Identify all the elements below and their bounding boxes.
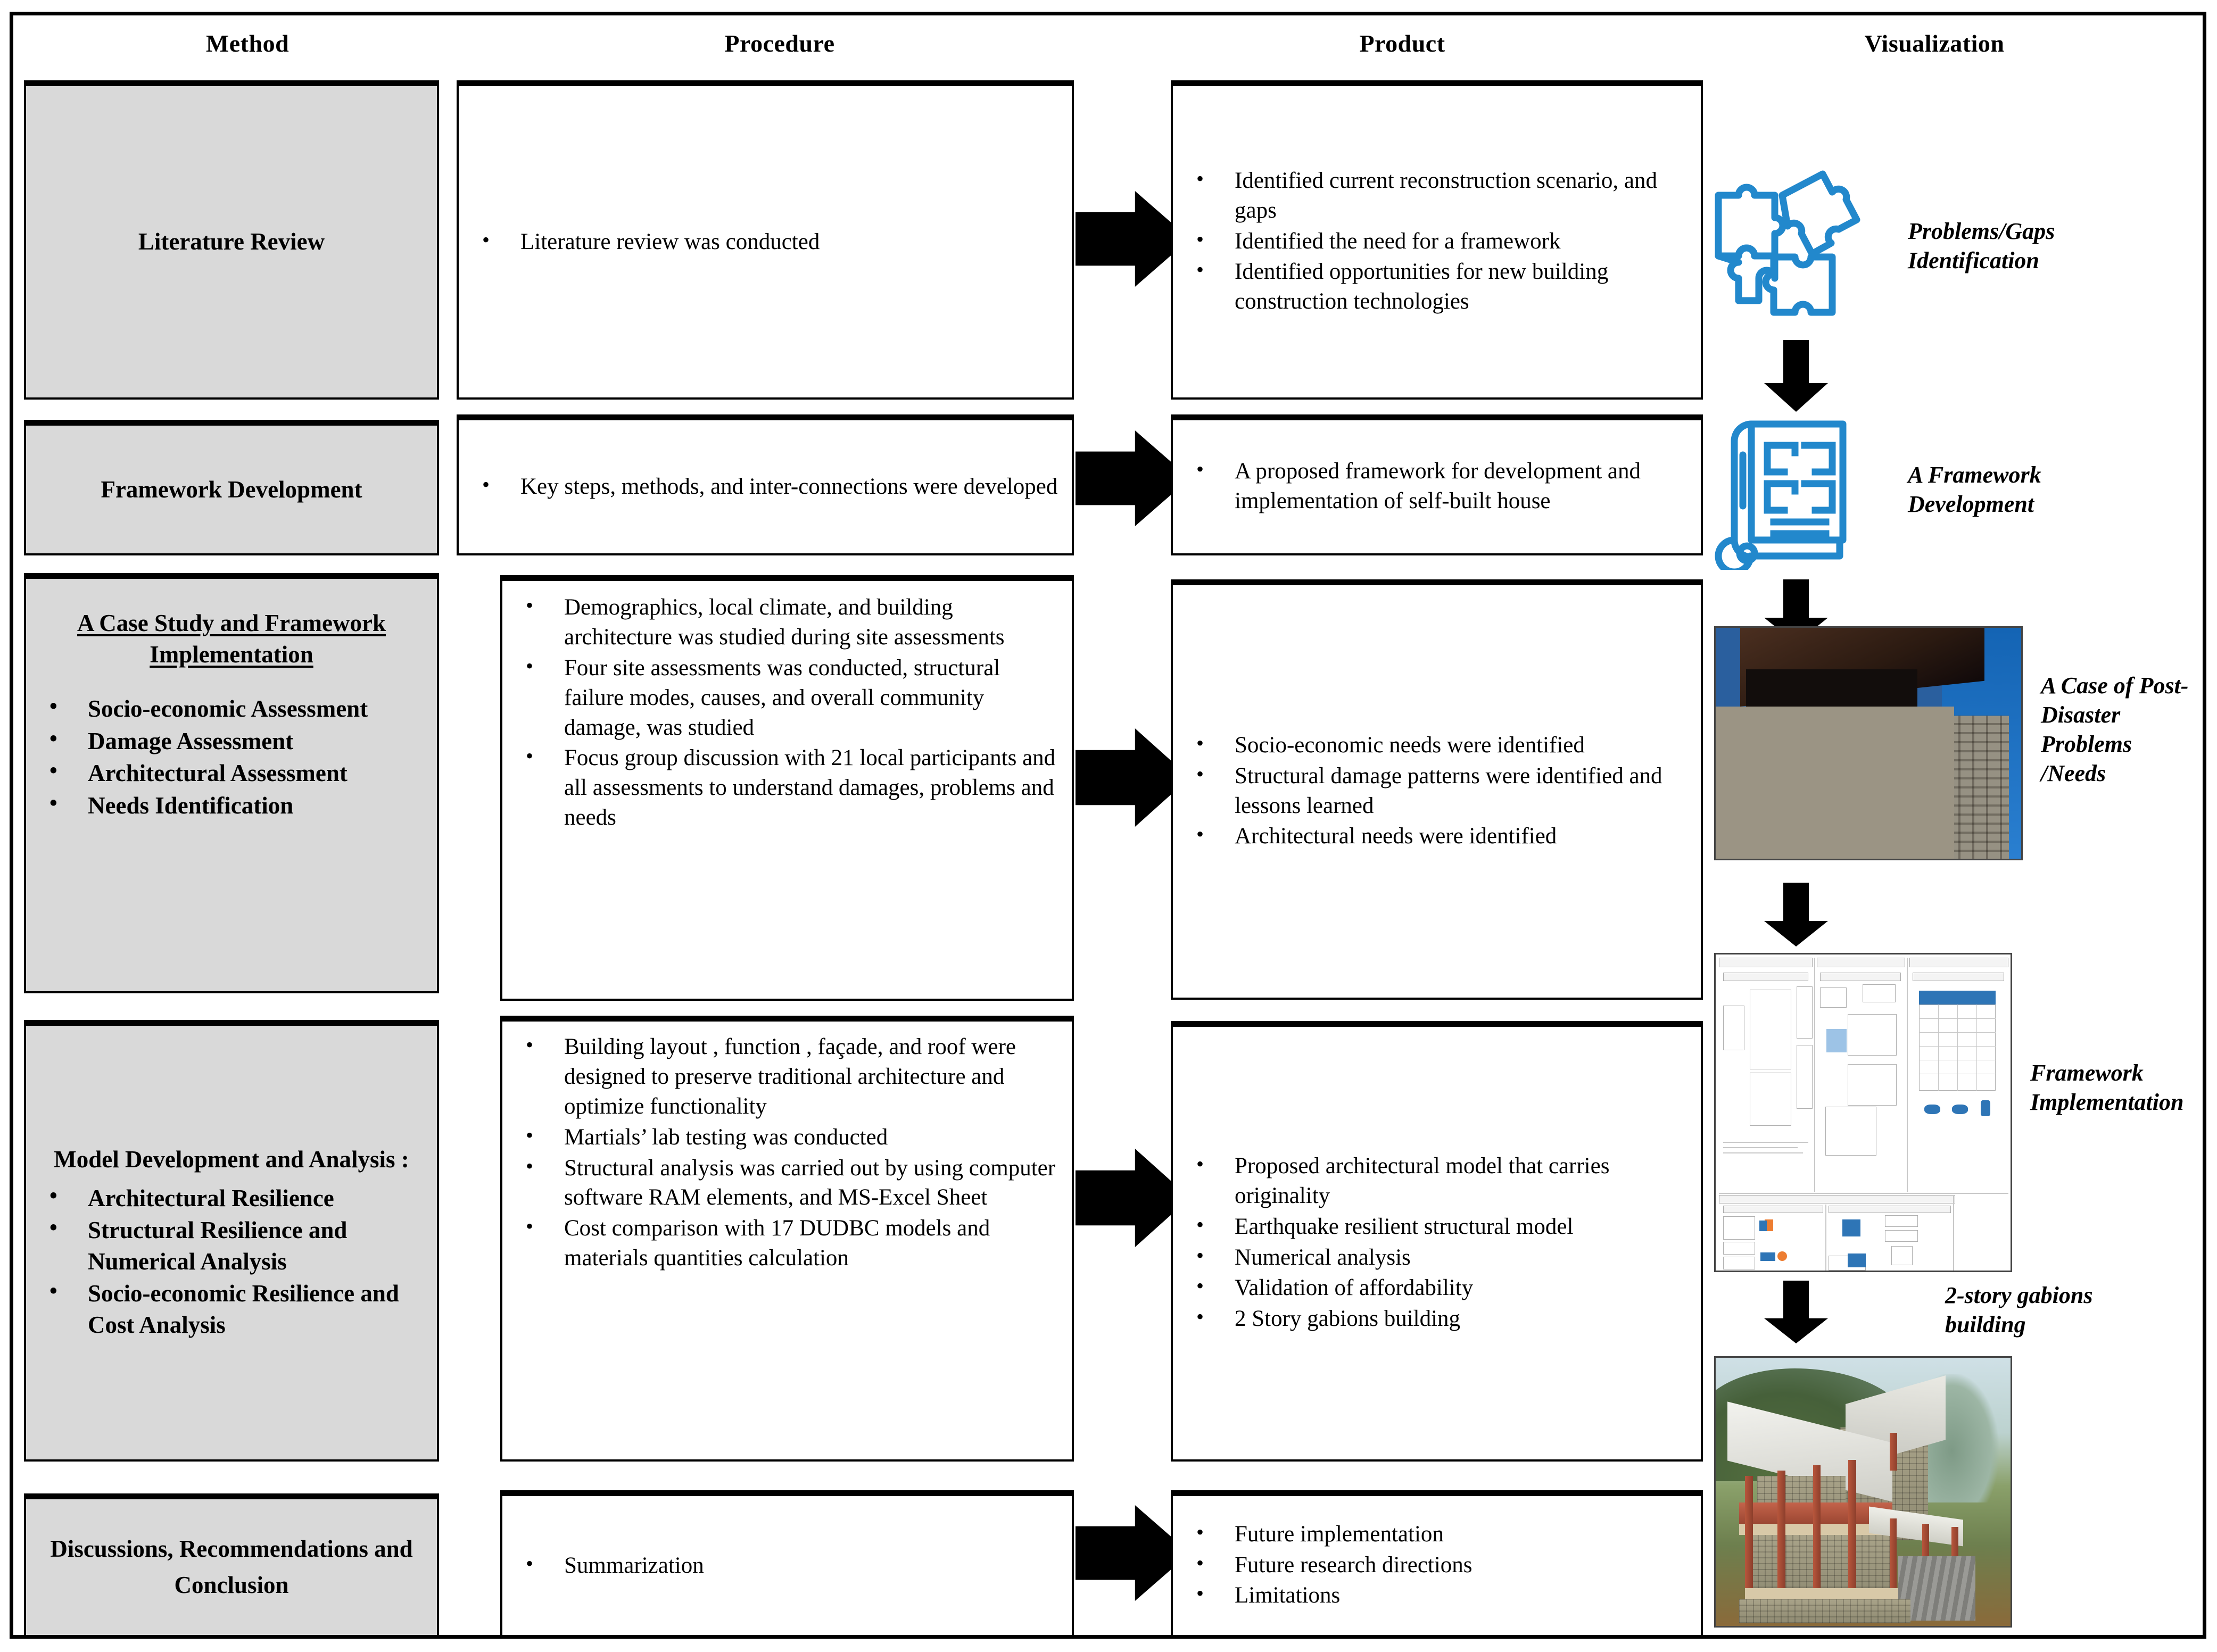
list-item: • Socio-economic Resilience and Cost Analysis [36, 1278, 427, 1340]
method-title-row-4: Model Development and Analysis : [54, 1146, 409, 1173]
visualization-caption-2: A Framework Development [1908, 462, 2041, 517]
list-item: • Focus group discussion with 21 local participants and all assessments to understand damages, problems and needs [512, 743, 1062, 833]
list-item: • Key steps, methods, and inter-connections were developed [468, 472, 1062, 502]
list-item: • Literature review was conducted [468, 227, 1062, 257]
visualization-down-arrow-3 [1764, 883, 1828, 947]
procedure-list-row-1 [468, 227, 1062, 257]
list-item: • Architectural needs were identified [1182, 821, 1691, 851]
list-item: • Damage Assessment [36, 726, 427, 757]
procedure-list-row-2 [468, 472, 1062, 502]
list-item: • Future implementation [1182, 1520, 1691, 1549]
list-item: • Validation of affordability [1182, 1273, 1691, 1303]
product-list-row-1 [1182, 166, 1691, 318]
list-item: • Socio-economic needs were identified [1182, 730, 1691, 760]
list-item: • Needs Identification [36, 790, 427, 821]
list-item: • Structural analysis was carried out by using computer software RAM elements, and MS-Excel Sheet [512, 1153, 1062, 1213]
list-item: • Structural damage patterns were identified and lessons learned [1182, 761, 1691, 821]
visualization-caption-1: Problems/Gaps Identification [1908, 218, 2055, 273]
method-box-row-5[interactable] [24, 1493, 439, 1637]
visualization-caption-5: 2-story gabions building [1945, 1282, 2093, 1338]
framework-diagram-thumbnail [1714, 953, 2012, 1272]
list-item: • Structural Resilience and Numerical Analysis [36, 1215, 427, 1277]
procedure-box-row-1[interactable] [457, 80, 1074, 400]
product-box-row-1[interactable] [1171, 80, 1703, 400]
method-title-row-5: Discussions, Recommendations and Conclusion [50, 1535, 413, 1598]
procedure-box-row-5[interactable] [500, 1490, 1074, 1637]
procedure-list-row-5 [512, 1551, 1062, 1581]
product-box-row-2[interactable] [1171, 414, 1703, 555]
product-box-row-3[interactable] [1171, 579, 1703, 1000]
list-item: • Limitations [1182, 1581, 1691, 1611]
list-item: • Future research directions [1182, 1550, 1691, 1580]
visualization-down-arrow-4 [1764, 1281, 1828, 1343]
method-box-row-3[interactable] [24, 573, 439, 993]
column-header-method: Method [205, 30, 289, 57]
blueprint-scroll-icon [1714, 418, 1874, 570]
methodology-flowchart-frame [10, 12, 2206, 1639]
list-item: • Four site assessments was conducted, structural failure modes, causes, and overall community damage, was studied [512, 653, 1062, 743]
list-item: • Earthquake resilient structural model [1182, 1212, 1691, 1242]
list-item: • Summarization [512, 1551, 1062, 1581]
list-item: • Martials’ lab testing was conducted [512, 1123, 1062, 1152]
method-title-row-2: Framework Development [101, 476, 362, 503]
list-item: • Building layout , function , façade, and roof were designed to preserve traditional architecture and optimize functionality [512, 1032, 1062, 1122]
product-list-row-4 [1182, 1151, 1691, 1335]
visualization-caption-3: A Case of Post-Disaster Problems /Needs [2041, 673, 2189, 786]
product-box-row-5[interactable] [1171, 1490, 1703, 1637]
list-item: • A proposed framework for development and implementation of self-built house [1182, 456, 1691, 516]
column-header-visualization: Visualization [1864, 30, 2005, 57]
column-header-procedure: Procedure [724, 30, 835, 57]
damaged-stone-house-photo [1714, 626, 2023, 860]
method-box-row-2[interactable] [24, 420, 439, 555]
list-item: • 2 Story gabions building [1182, 1304, 1691, 1334]
method-title-row-1: Literature Review [138, 228, 325, 255]
method-bullets-row-4 [36, 1183, 427, 1342]
visualization-down-arrow-1 [1764, 340, 1828, 412]
list-item: • Architectural Resilience [36, 1183, 427, 1214]
method-box-row-4[interactable] [24, 1020, 439, 1462]
list-item: • Numerical analysis [1182, 1243, 1691, 1273]
product-list-row-3 [1182, 730, 1691, 853]
column-header-product: Product [1359, 30, 1445, 57]
list-item: • Proposed architectural model that carries originality [1182, 1151, 1691, 1211]
procedure-list-row-4 [512, 1032, 1062, 1274]
procedure-box-row-3[interactable] [500, 575, 1074, 1001]
method-box-row-1[interactable] [24, 80, 439, 400]
gabions-building-render-photo [1714, 1356, 2012, 1628]
procedure-list-row-3 [512, 593, 1062, 834]
product-list-row-5 [1182, 1520, 1691, 1612]
list-item: • Identified current reconstruction scenario, and gaps [1182, 166, 1691, 226]
list-item: • Cost comparison with 17 DUDBC models and materials quantities calculation [512, 1214, 1062, 1273]
procedure-box-row-2[interactable] [457, 414, 1074, 555]
visualization-caption-4: Framework Implementation [2030, 1060, 2184, 1115]
list-item: • Architectural Assessment [36, 758, 427, 789]
list-item: • Identified opportunities for new building construction technologies [1182, 257, 1691, 317]
method-bullets-row-3 [36, 693, 427, 822]
product-list-row-2 [1182, 456, 1691, 517]
puzzle-pieces-icon [1714, 169, 1874, 323]
list-item: • Identified the need for a framework [1182, 227, 1691, 256]
list-item: • Socio-economic Assessment [36, 693, 427, 725]
procedure-box-row-4[interactable] [500, 1016, 1074, 1462]
method-title-row-3: A Case Study and Framework Implementation [77, 610, 386, 668]
list-item: • Demographics, local climate, and building architecture was studied during site assessments [512, 593, 1062, 652]
product-box-row-4[interactable] [1171, 1021, 1703, 1462]
